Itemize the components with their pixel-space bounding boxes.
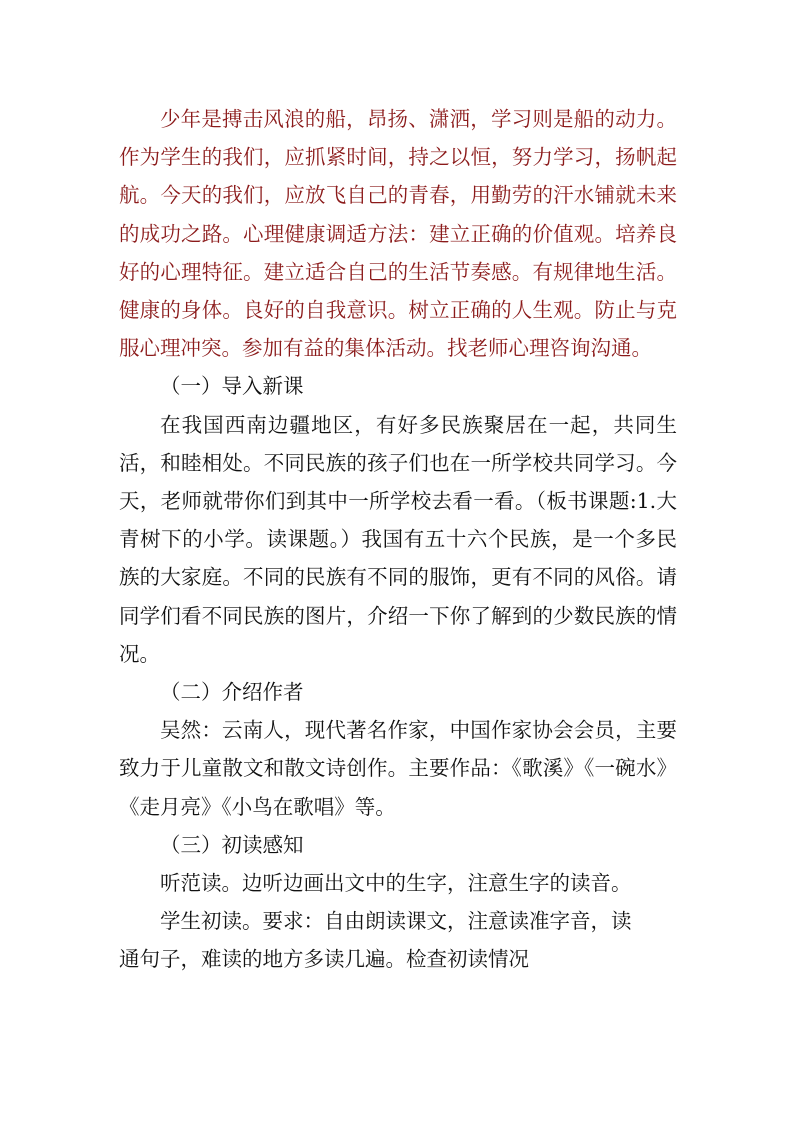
first-reading-paragraph-1: 听范读。边听边画出文中的生字，注意生字的读音。 xyxy=(160,871,632,896)
first-reading-paragraph-3: 通句子，难读的地方多读几遍。检查初读情况 xyxy=(119,947,529,972)
intro-paragraph: 少年是搏击风浪的船，昂扬、潇洒，学习则是船的动力。作为学生的我们，应抓紧时间，持之以恒，努力学习，扬帆起航。今天的我们，应放飞自己的青春，用勤劳的汗水铺就未来的成功之路。心理健康调适方法：建立正确的价值观。培养良好的心理特征。建立适合自己的生活节奏感。有规律地生活。健康的身体。良好的自我意识。树立正确的人生观。防止与克服心理冲突。参加有益的集体活动。找老师心理咨询沟通。 xyxy=(119,107,677,361)
section-heading-intro-lesson: （一）导入新课 xyxy=(160,374,304,399)
first-reading-paragraph-2: 学生初读。要求：自由朗读课文，注意读准字音，读 xyxy=(160,909,632,934)
section-heading-author: （二）介绍作者 xyxy=(160,680,304,705)
intro-lesson-paragraph: 在我国西南边疆地区，有好多民族聚居在一起，共同生活，和睦相处。不同民族的孩子们也在一所学校共同学习。今天，老师就带你们到其中一所学校去看一看。（板书课题:1.大青树下的小学。读课题。）我国有五十六个民族，是一个多民族的大家庭。不同的民族有不同的服饰，更有不同的风俗。请同学们看不同民族的图片，介绍一下你了解到的少数民族的情况。 xyxy=(119,412,677,666)
section-heading-first-reading: （三）初读感知 xyxy=(160,832,304,857)
page-content xyxy=(119,100,677,979)
author-paragraph: 吴然：云南人，现代著名作家，中国作家协会会员，主要致力于儿童散文和散文诗创作。主要作品：《歌溪》《一碗水》《走月亮》《小鸟在歌唱》等。 xyxy=(119,718,677,819)
